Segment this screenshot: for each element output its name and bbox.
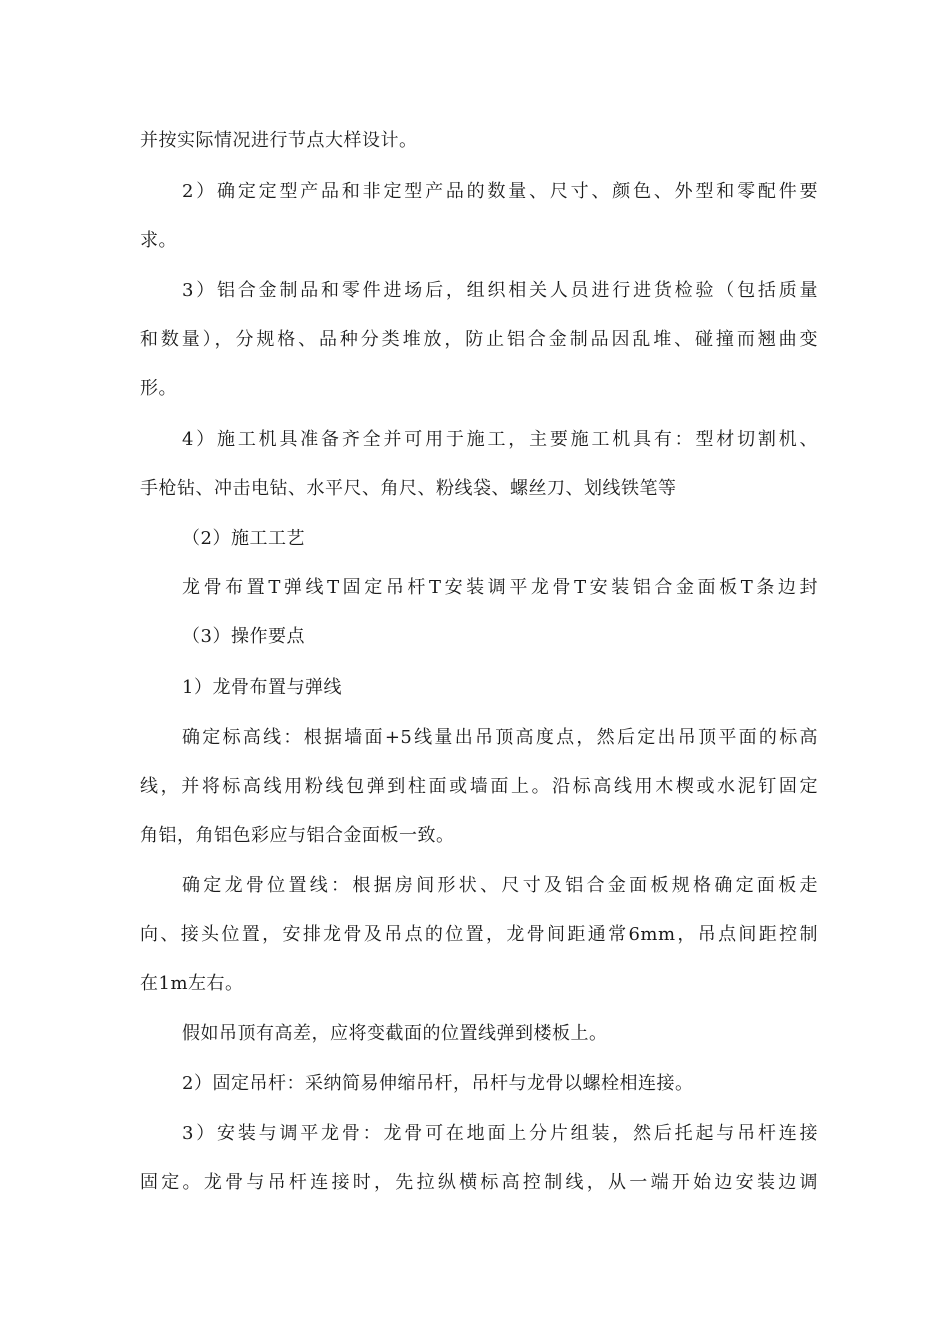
text-line-2: 2）确定定型产品和非定型产品的数量、尺寸、颜色、外型和零配件要 (182, 181, 818, 202)
text-line-5: 和数量），分规格、品种分类堆放，防止铝合金制品因乱堆、碰撞而翘曲变 (140, 329, 818, 350)
section-heading-key-points: （3）操作要点 (182, 626, 305, 647)
text-line-13: 确定标高线：根据墙面+5线量出吊顶高度点，然后定出吊顶平面的标高 (182, 727, 818, 748)
text-line-process-flow: 龙骨布置T弹线T固定吊杆T安装调平龙骨T安装铝合金面板T条边封 (182, 577, 818, 598)
text-line-15: 角铝，角铝色彩应与铝合金面板一致。 (140, 825, 455, 846)
text-line-4: 3）铝合金制品和零件进场后，组织相关人员进行进货检验（包括质量 (182, 280, 818, 301)
text-line-21: 3）安装与调平龙骨：龙骨可在地面上分片组装，然后托起与吊杆连接 (182, 1123, 818, 1144)
text-line-6: 形。 (140, 378, 177, 399)
text-line-7: 4）施工机具准备齐全并可用于施工，主要施工机具有：型材切割机、 (182, 429, 818, 450)
text-line-17: 向、接头位置，安排龙骨及吊点的位置，龙骨间距通常6mm，吊点间距控制 (140, 924, 818, 945)
text-line-20: 2）固定吊杆：采纳简易伸缩吊杆，吊杆与龙骨以螺栓相连接。 (182, 1073, 694, 1094)
text-line-1: 并按实际情况进行节点大样设计。 (140, 130, 418, 151)
subheading-layout: 1）龙骨布置与弹线 (182, 677, 342, 698)
section-heading-process: （2）施工工艺 (182, 528, 305, 549)
text-line-19: 假如吊顶有高差，应将变截面的位置线弹到楼板上。 (182, 1023, 608, 1044)
text-line-3: 求。 (140, 230, 177, 251)
text-line-18: 在1m左右。 (140, 973, 244, 994)
text-line-14: 线，并将标高线用粉线包弹到柱面或墙面上。沿标高线用木楔或水泥钉固定 (140, 776, 818, 797)
text-line-16: 确定龙骨位置线：根据房间形状、尺寸及铝合金面板规格确定面板走 (182, 875, 818, 896)
text-line-22: 固定。龙骨与吊杆连接时，先拉纵横标高控制线，从一端开始边安装边调 (140, 1172, 818, 1193)
text-line-8: 手枪钻、冲击电钻、水平尺、角尺、粉线袋、螺丝刀、划线铁笔等 (140, 478, 677, 499)
